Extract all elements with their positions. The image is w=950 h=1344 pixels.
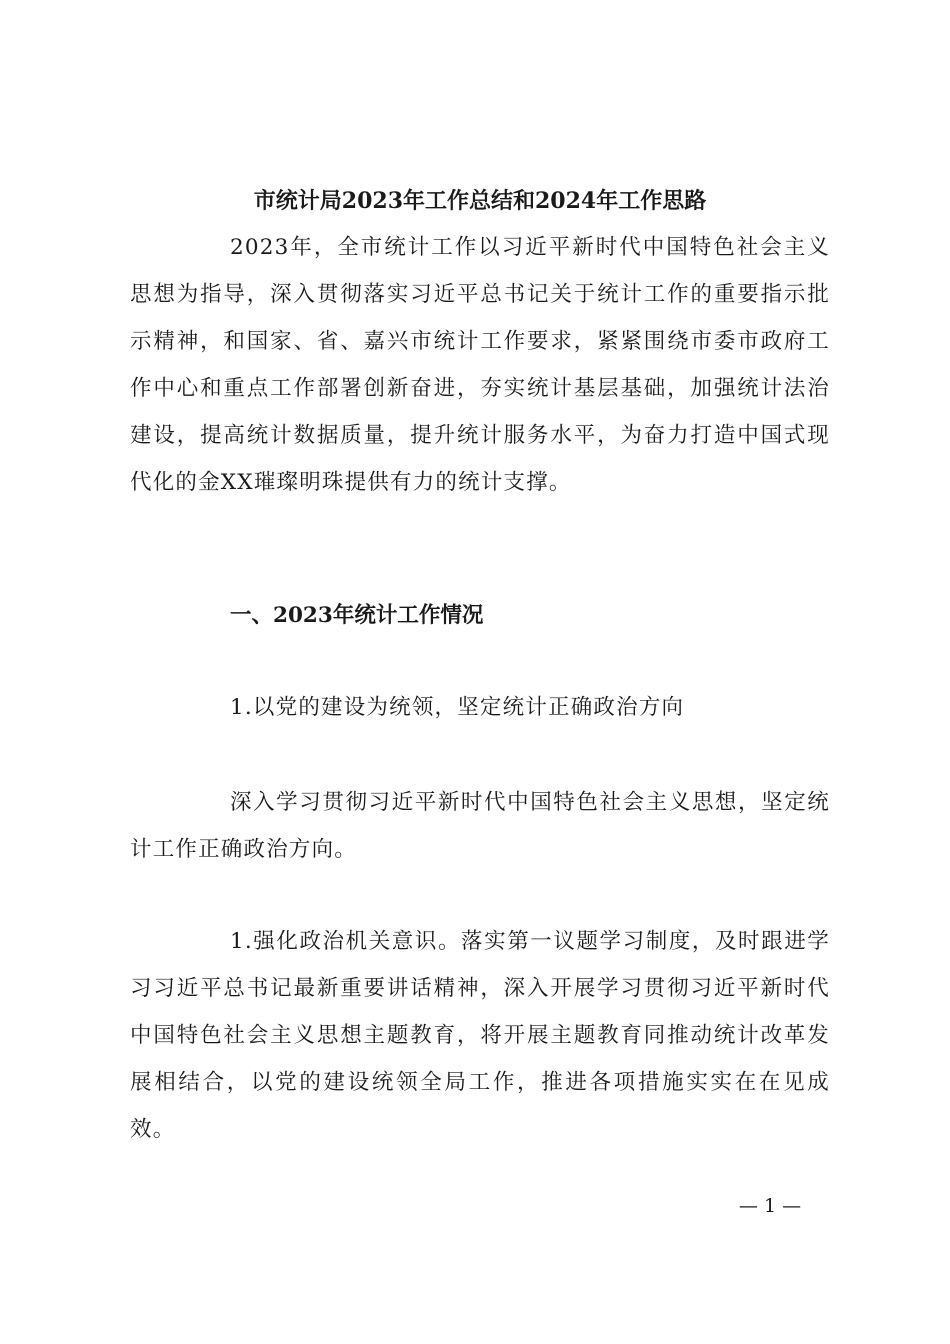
item-paragraph: 1.强化政治机关意识。落实第一议题学习制度，及时跟进学习习近平总书记最新重要讲话精神，深入开展学习贯彻习近平新时代中国特色社会主义思想主题教育，将开展主题教育同推动统计改革发展相结合，以党的建设统领全局工作，推进各项措施实实在在见成效。 bbox=[130, 929, 830, 1142]
page-number: — 1 — bbox=[738, 1195, 802, 1217]
subsection-paragraph: 深入学习贯彻习近平新时代中国特色社会主义思想，坚定统计工作正确政治方向。 bbox=[130, 790, 830, 862]
document-title: 市统计局2023年工作总结和2024年工作思路 bbox=[253, 188, 707, 214]
section-heading: 一、2023年统计工作情况 bbox=[230, 603, 484, 628]
intro-paragraph: 2023年，全市统计工作以习近平新时代中国特色社会主义思想为指导，深入贯彻落实习近平总书记关于统计工作的重要指示批示精神，和国家、省、嘉兴市统计工作要求，紧紧围绕市委市政府工作中心和重点工作部署创新奋进，夯实统计基层基础，加强统计法治建设，提高统计数据质量，提升统计服务水平，为奋力打造中国式现代化的金XX璀璨明珠提供有力的统计支撑。 bbox=[130, 235, 830, 495]
subsection-title: 1.以党的建设为统领，坚定统计正确政治方向 bbox=[230, 695, 685, 720]
